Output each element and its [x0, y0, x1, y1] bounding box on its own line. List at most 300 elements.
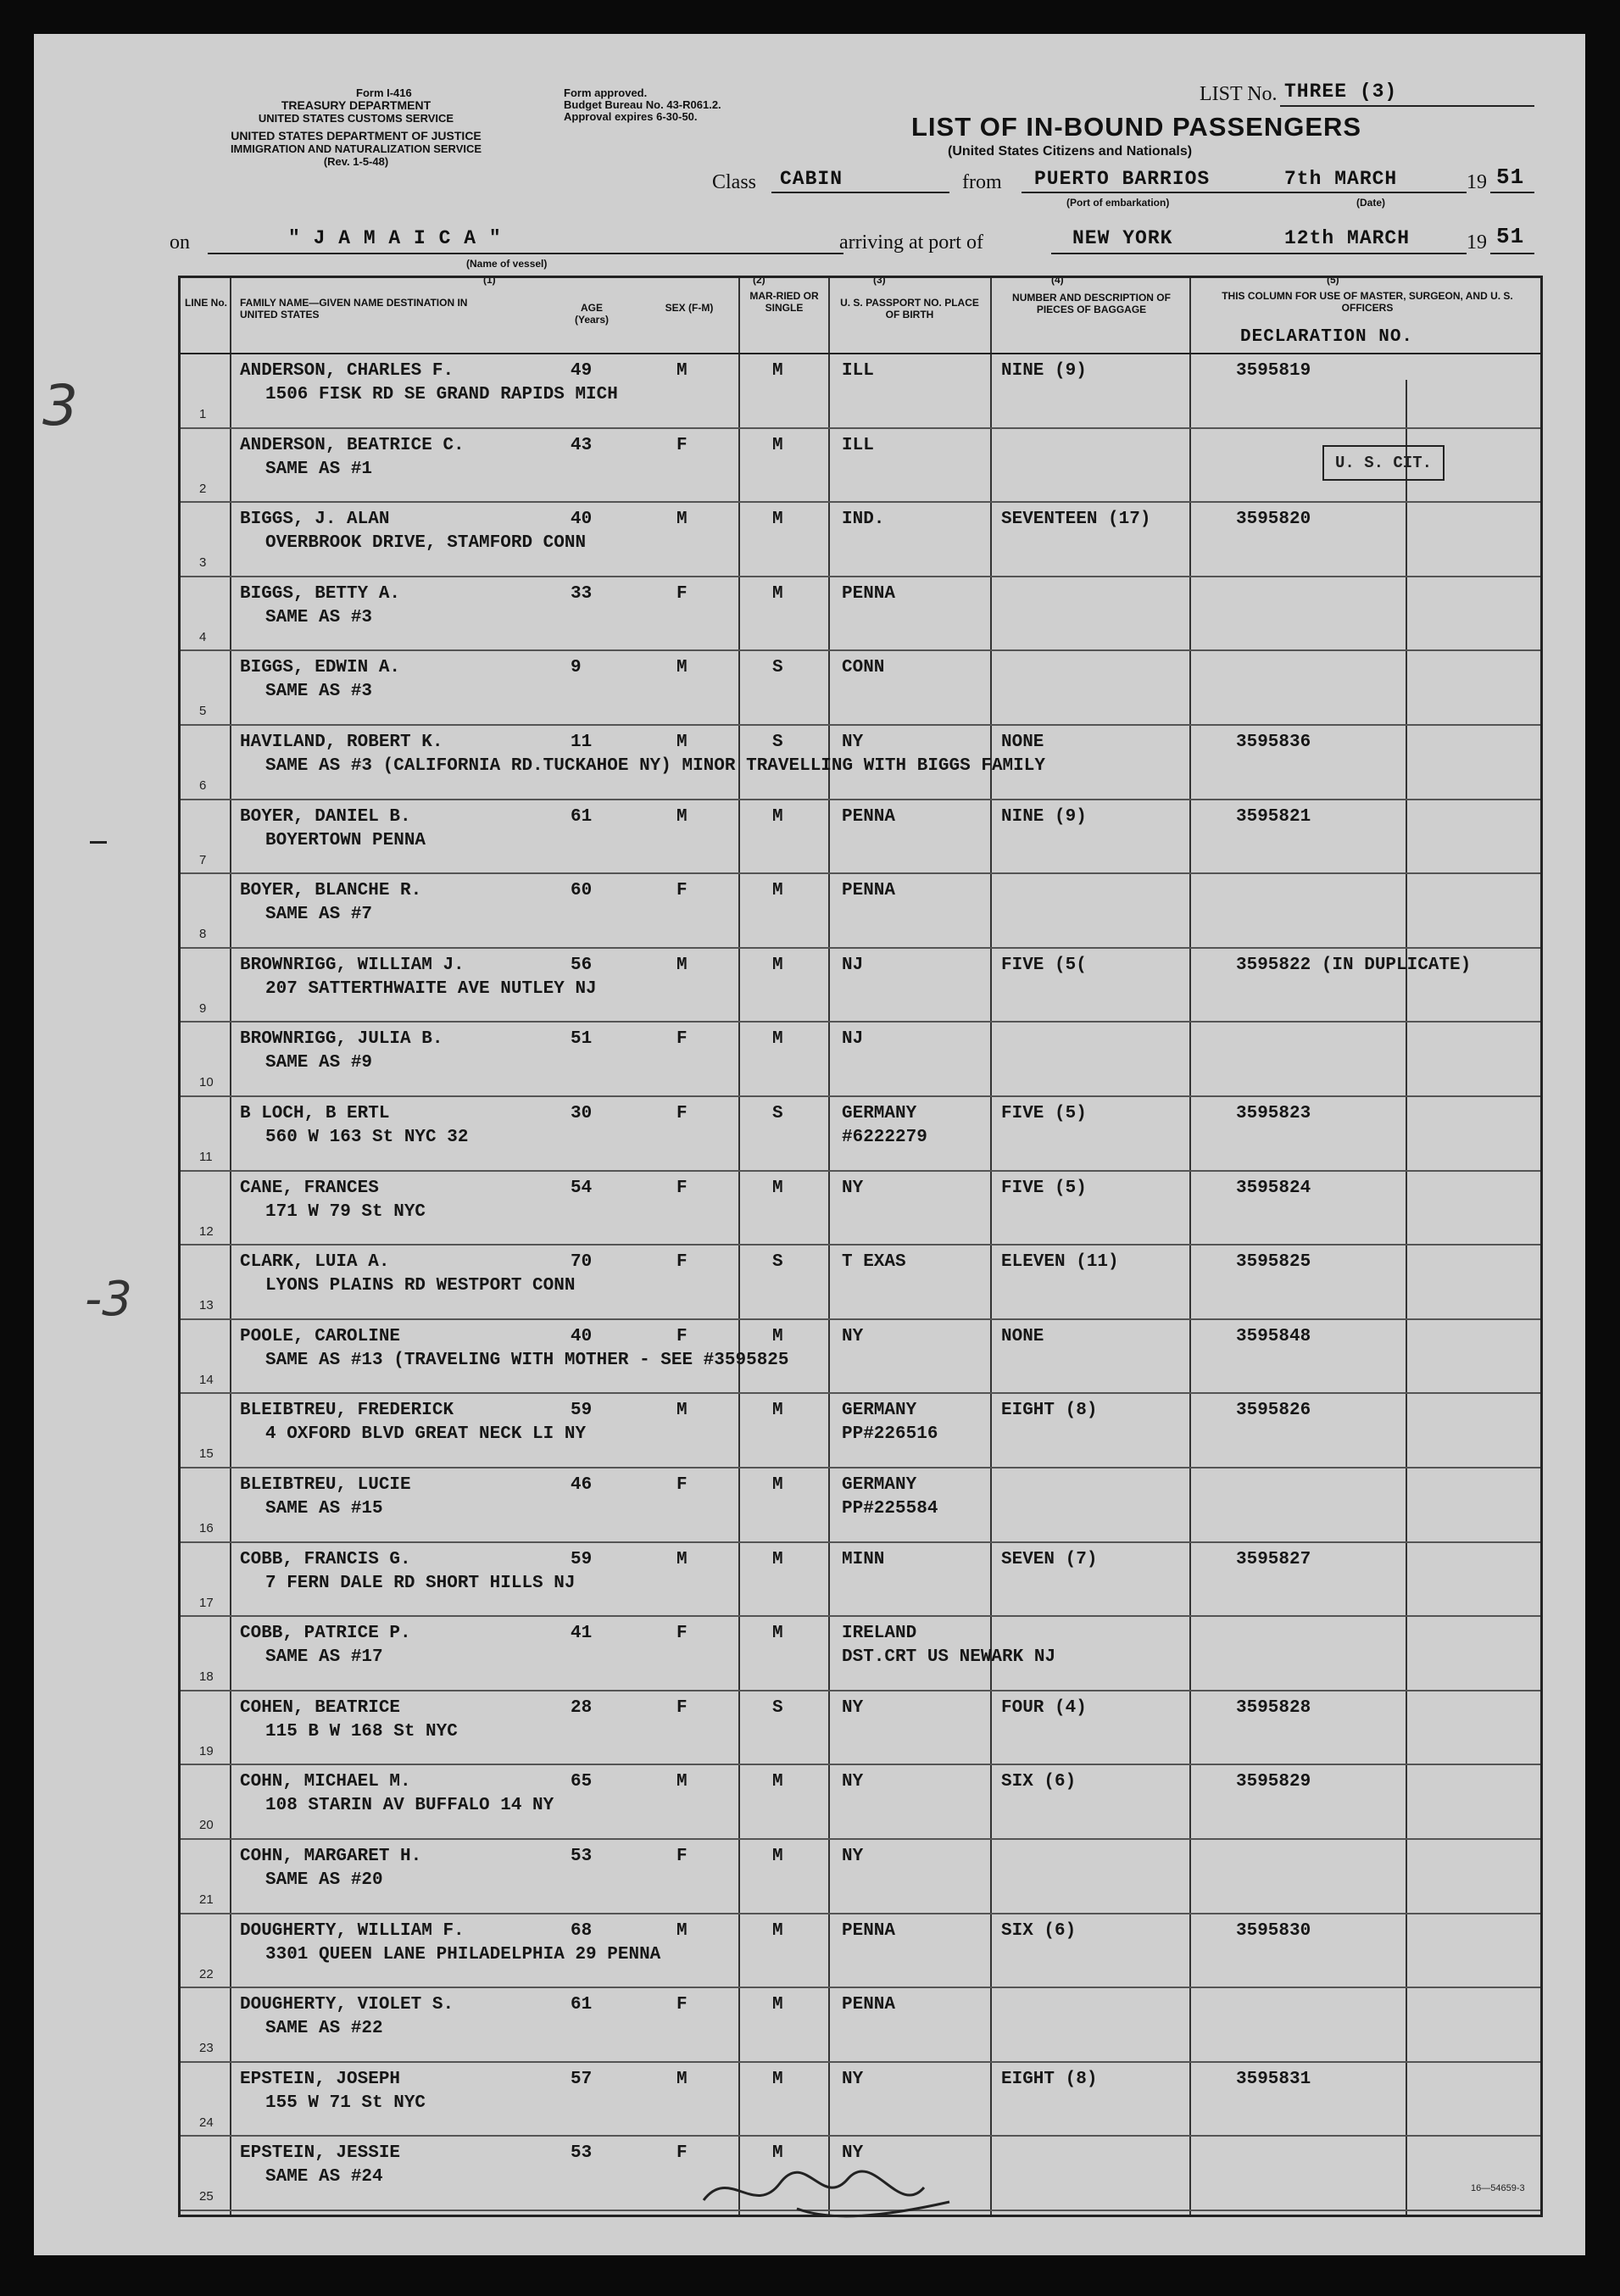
- arrival-port: NEW YORK: [1072, 227, 1173, 249]
- passenger-age: 41: [571, 1624, 593, 1644]
- marital-status: S: [772, 658, 783, 678]
- line-number: 24: [199, 2115, 214, 2130]
- passenger-age: 49: [571, 361, 593, 381]
- passenger-sex: M: [676, 2069, 688, 2089]
- marital-status: M: [772, 1326, 783, 1346]
- year-underline: [1490, 192, 1534, 193]
- passenger-age: 40: [571, 510, 593, 530]
- passenger-name: COHEN, BEATRICE: [240, 1697, 401, 1718]
- marital-status: M: [772, 806, 783, 827]
- passenger-sex: F: [676, 2143, 688, 2164]
- col-header-sex: SEX (F-M): [665, 302, 714, 314]
- from-underline: [1022, 192, 1280, 193]
- line-number: 1: [199, 407, 207, 421]
- form-footer-number: 16—54659-3: [1471, 2183, 1525, 2193]
- passenger-name: BLEIBTREU, FREDERICK: [240, 1401, 454, 1421]
- date-underline: [1280, 192, 1467, 193]
- passenger-name: COBB, FRANCIS G.: [240, 1549, 411, 1569]
- passenger-sex: M: [676, 955, 688, 975]
- baggage-description: FIVE (5): [1001, 1178, 1087, 1198]
- passenger-name: EPSTEIN, JOSEPH: [240, 2069, 401, 2089]
- approval-line-1: Form approved.: [564, 86, 648, 99]
- line-number: 5: [199, 704, 207, 719]
- margin-mark: -3: [85, 1272, 132, 1327]
- passenger-name: BROWNRIGG, WILLIAM J.: [240, 955, 465, 975]
- place-of-birth: IND.: [842, 510, 885, 530]
- passenger-name: BIGGS, EDWIN A.: [240, 658, 401, 678]
- line-number: 18: [199, 1669, 214, 1685]
- passenger-name: COHN, MICHAEL M.: [240, 1772, 411, 1792]
- manifest-page: [34, 34, 1585, 2255]
- col-number-5: (5): [1327, 274, 1339, 286]
- line-number: 17: [199, 1595, 214, 1610]
- passenger-destination: SAME AS #3: [265, 607, 373, 627]
- declaration-number: 3595819: [1236, 361, 1311, 381]
- line-number: 3: [199, 555, 207, 571]
- row-divider: [181, 2135, 1540, 2137]
- col-divider: [738, 278, 740, 2215]
- line-number: 6: [199, 778, 207, 793]
- passenger-name: CANE, FRANCES: [240, 1178, 379, 1198]
- passenger-age: 33: [571, 583, 593, 604]
- passenger-name: DOUGHERTY, VIOLET S.: [240, 1995, 454, 2015]
- row-divider: [181, 1318, 1540, 1320]
- declaration-number: 3595831: [1236, 2069, 1311, 2089]
- place-of-birth: ILL: [842, 435, 874, 455]
- form-number: Form I-416: [356, 86, 412, 99]
- arrival-date-underline: [1280, 253, 1467, 254]
- marital-status: M: [772, 1401, 783, 1421]
- passenger-destination: SAME AS #24: [265, 2167, 383, 2187]
- approval-line-3: Approval expires 6-30-50.: [564, 110, 698, 123]
- place-of-birth: ILL: [842, 361, 874, 381]
- col-header-line: LINE No.: [185, 297, 227, 309]
- passenger-destination: 3301 QUEEN LANE PHILADELPHIA 29 PENNA: [265, 1944, 661, 1964]
- list-no-underline: [1280, 105, 1534, 107]
- declaration-number: 3595823: [1236, 1104, 1311, 1123]
- baggage-description: NINE (9): [1001, 806, 1087, 827]
- passenger-age: 61: [571, 1995, 593, 2015]
- row-divider: [181, 1690, 1540, 1691]
- line-number: 20: [199, 1818, 214, 1833]
- passenger-destination: SAME AS #9: [265, 1053, 373, 1073]
- arrival-year-underline: [1490, 253, 1534, 254]
- passenger-sex: F: [676, 1624, 688, 1644]
- row-divider: [181, 427, 1540, 429]
- line-number: 12: [199, 1223, 214, 1239]
- vessel-underline: [208, 253, 843, 254]
- declaration-number: 3595824: [1236, 1178, 1311, 1198]
- marital-status: M: [772, 1549, 783, 1569]
- marital-status: S: [772, 733, 783, 752]
- baggage-description: NINE (9): [1001, 361, 1087, 381]
- revision: (Rev. 1-5-48): [323, 155, 389, 168]
- treasury-dept: TREASURY DEPARTMENT: [281, 98, 431, 112]
- declaration-number: 3595848: [1236, 1326, 1311, 1346]
- row-divider: [181, 1021, 1540, 1023]
- passenger-destination: SAME AS #1: [265, 459, 373, 479]
- place-of-birth: NJ: [842, 1029, 864, 1050]
- baggage-description: SIX (6): [1001, 1920, 1077, 1941]
- passenger-name: EPSTEIN, JESSIE: [240, 2143, 401, 2164]
- passenger-destination: OVERBROOK DRIVE, STAMFORD CONN: [265, 533, 587, 554]
- passenger-age: 43: [571, 435, 593, 455]
- from-label: from: [962, 171, 1002, 193]
- passenger-name: COHN, MARGARET H.: [240, 1847, 422, 1866]
- marital-status: S: [772, 1697, 783, 1718]
- passenger-age: 59: [571, 1549, 593, 1569]
- row-divider: [181, 1838, 1540, 1840]
- passenger-destination: SAME AS #20: [265, 1870, 383, 1890]
- marital-status: M: [772, 583, 783, 604]
- row-divider: [181, 1764, 1540, 1765]
- passenger-age: 46: [571, 1475, 593, 1495]
- passenger-name: B LOCH, B ERTL: [240, 1104, 390, 1123]
- passenger-sex: F: [676, 1475, 688, 1495]
- passenger-age: 60: [571, 881, 593, 901]
- line-number: 4: [199, 629, 207, 644]
- place-of-birth: NY: [842, 1847, 864, 1866]
- baggage-description: FOUR (4): [1001, 1697, 1087, 1718]
- passenger-name: ANDERSON, BEATRICE C.: [240, 435, 465, 455]
- marital-status: M: [772, 881, 783, 901]
- passenger-name: BIGGS, J. ALAN: [240, 510, 390, 530]
- col-header-officers: THIS COLUMN FOR USE OF MASTER, SURGEON, AND U. S. OFFICERS: [1222, 290, 1513, 314]
- place-of-birth: CONN: [842, 658, 885, 678]
- declaration-number: 3595836: [1236, 733, 1311, 752]
- year-prefix: 19: [1467, 171, 1487, 193]
- place-of-birth: MINN: [842, 1549, 885, 1569]
- row-divider: [181, 1095, 1540, 1097]
- declaration-number: 3595828: [1236, 1697, 1311, 1718]
- passport-number: DST.CRT US NEWARK NJ: [842, 1647, 1056, 1668]
- marital-status: M: [772, 1847, 783, 1866]
- baggage-description: NONE: [1001, 1326, 1044, 1346]
- passenger-age: 53: [571, 2143, 593, 2164]
- passenger-destination: 7 FERN DALE RD SHORT HILLS NJ: [265, 1573, 576, 1593]
- passenger-destination: BOYERTOWN PENNA: [265, 830, 426, 850]
- place-of-birth: NY: [842, 1772, 864, 1792]
- line-number: 21: [199, 1892, 214, 1907]
- arrival-port-underline: [1051, 253, 1280, 254]
- marital-status: M: [772, 361, 783, 381]
- passenger-age: 28: [571, 1697, 593, 1718]
- passenger-table: [178, 276, 1543, 2217]
- passenger-name: BROWNRIGG, JULIA B.: [240, 1029, 443, 1050]
- marital-status: M: [772, 1029, 783, 1050]
- declaration-number: 3595822 (IN DUPLICATE): [1236, 955, 1472, 975]
- col-divider: [990, 278, 992, 2215]
- passenger-sex: M: [676, 658, 688, 678]
- place-of-birth: NY: [842, 1697, 864, 1718]
- place-of-birth: NY: [842, 2069, 864, 2089]
- vessel-name: " J A M A I C A ": [288, 227, 502, 249]
- place-of-birth: PENNA: [842, 1920, 896, 1941]
- passenger-name: BIGGS, BETTY A.: [240, 583, 401, 604]
- immigration-service: IMMIGRATION AND NATURALIZATION SERVICE: [230, 142, 482, 155]
- baggage-description: FIVE (5): [1001, 1104, 1087, 1123]
- col-header-age: AGE (Years): [574, 302, 610, 326]
- row-divider: [181, 501, 1540, 503]
- passenger-sex: F: [676, 1995, 688, 2015]
- passport-number: PP#226516: [842, 1424, 938, 1445]
- col-header-married: MAR-RIED OR SINGLE: [749, 290, 819, 314]
- passenger-destination: 171 W 79 St NYC: [265, 1201, 426, 1222]
- passenger-destination: SAME AS #3 (CALIFORNIA RD.TUCKAHOE NY) MINOR TRAVELLING WITH BIGGS FAMILY: [265, 756, 1045, 776]
- place-of-birth: NY: [842, 1178, 864, 1198]
- baggage-description: ELEVEN (11): [1001, 1252, 1119, 1273]
- passenger-name: POOLE, CAROLINE: [240, 1326, 401, 1346]
- declaration-number: 3595821: [1236, 806, 1311, 827]
- passenger-destination: SAME AS #7: [265, 905, 373, 925]
- passenger-destination: 207 SATTERTHWAITE AVE NUTLEY NJ: [265, 978, 597, 999]
- row-divider: [181, 1170, 1540, 1172]
- place-of-birth: NY: [842, 733, 864, 752]
- passenger-destination: LYONS PLAINS RD WESTPORT CONN: [265, 1276, 576, 1296]
- place-of-birth: GERMANY: [842, 1104, 917, 1123]
- baggage-description: NONE: [1001, 733, 1044, 752]
- margin-mark: 3: [42, 373, 78, 438]
- baggage-description: SEVENTEEN (17): [1001, 510, 1151, 530]
- approval-line-2: Budget Bureau No. 43-R061.2.: [564, 98, 721, 111]
- passenger-destination: SAME AS #13 (TRAVELING WITH MOTHER - SEE #3595825: [265, 1350, 789, 1370]
- baggage-description: SEVEN (7): [1001, 1549, 1098, 1569]
- col-divider: [828, 278, 830, 2215]
- col-number-4: (4): [1051, 274, 1064, 286]
- passenger-age: 65: [571, 1772, 593, 1792]
- passenger-age: 53: [571, 1847, 593, 1866]
- passenger-sex: F: [676, 583, 688, 604]
- passenger-sex: M: [676, 361, 688, 381]
- passenger-destination: 560 W 163 St NYC 32: [265, 1128, 469, 1147]
- marital-status: S: [772, 1252, 783, 1273]
- col-number-1: (1): [483, 274, 496, 286]
- passenger-sex: F: [676, 435, 688, 455]
- passenger-name: ANDERSON, CHARLES F.: [240, 361, 454, 381]
- row-divider: [181, 1913, 1540, 1914]
- declaration-number: 3595829: [1236, 1772, 1311, 1792]
- passenger-sex: F: [676, 1178, 688, 1198]
- justice-dept: UNITED STATES DEPARTMENT OF JUSTICE: [231, 129, 482, 142]
- place-of-birth: PENNA: [842, 881, 896, 901]
- passenger-sex: F: [676, 1326, 688, 1346]
- place-of-birth: GERMANY: [842, 1475, 917, 1495]
- class-label: Class: [712, 171, 757, 193]
- line-number: 25: [199, 2189, 214, 2204]
- passenger-age: 59: [571, 1401, 593, 1421]
- passenger-name: COBB, PATRICE P.: [240, 1624, 411, 1644]
- passenger-sex: F: [676, 1697, 688, 1718]
- passenger-sex: M: [676, 733, 688, 752]
- row-divider: [181, 1987, 1540, 1988]
- port-caption: (Port of embarkation): [1066, 197, 1170, 209]
- passenger-name: BOYER, BLANCHE R.: [240, 881, 422, 901]
- signature-scribble: [695, 2149, 983, 2226]
- passenger-age: 30: [571, 1104, 593, 1123]
- row-divider: [181, 1392, 1540, 1394]
- customs-service: UNITED STATES CUSTOMS SERVICE: [258, 112, 454, 125]
- marital-status: M: [772, 1178, 783, 1198]
- row-divider: [181, 649, 1540, 651]
- declaration-number: 3595825: [1236, 1252, 1311, 1273]
- row-divider: [181, 1244, 1540, 1246]
- passenger-destination: SAME AS #15: [265, 1499, 383, 1519]
- line-number: 13: [199, 1298, 214, 1313]
- line-number: 15: [199, 1446, 214, 1462]
- row-divider: [181, 576, 1540, 577]
- col-header-declaration: DECLARATION NO.: [1240, 327, 1414, 347]
- col-divider: [230, 278, 231, 2215]
- place-of-birth: NY: [842, 2143, 864, 2164]
- place-of-birth: PENNA: [842, 806, 896, 827]
- passenger-age: 57: [571, 2069, 593, 2089]
- date-caption: (Date): [1356, 197, 1386, 209]
- place-of-birth: NY: [842, 1326, 864, 1346]
- departure-year: 51: [1496, 164, 1525, 190]
- passenger-name: BLEIBTREU, LUCIE: [240, 1475, 411, 1495]
- col-header-name: FAMILY NAME—GIVEN NAME DESTINATION IN UNITED STATES: [240, 297, 468, 320]
- vessel-caption: (Name of vessel): [466, 258, 548, 270]
- class-underline: [771, 192, 949, 193]
- passenger-destination: 155 W 71 St NYC: [265, 2093, 426, 2113]
- passenger-destination: SAME AS #17: [265, 1647, 383, 1668]
- baggage-description: SIX (6): [1001, 1772, 1077, 1792]
- declaration-number: 3595820: [1236, 510, 1311, 530]
- line-number: 14: [199, 1372, 214, 1387]
- passenger-sex: F: [676, 1847, 688, 1866]
- arriving-label: arriving at port of: [839, 231, 983, 254]
- passenger-destination: SAME AS #22: [265, 2019, 383, 2039]
- line-number: 16: [199, 1521, 214, 1535]
- row-divider: [181, 872, 1540, 874]
- marital-status: M: [772, 1624, 783, 1644]
- passenger-name: DOUGHERTY, WILLIAM F.: [240, 1920, 465, 1941]
- passenger-age: 11: [571, 733, 593, 752]
- passenger-destination: 4 OXFORD BLVD GREAT NECK LI NY: [265, 1424, 587, 1445]
- page-title: LIST OF IN-BOUND PASSENGERS: [911, 112, 1362, 142]
- passenger-destination: SAME AS #3: [265, 682, 373, 702]
- passenger-age: 40: [571, 1326, 593, 1346]
- list-no-label: LIST No.: [1200, 83, 1278, 105]
- passenger-age: 61: [571, 806, 593, 827]
- passenger-destination: 115 B W 168 St NYC: [265, 1721, 458, 1742]
- line-number: 9: [199, 1000, 207, 1016]
- officers-column-line: [1406, 380, 1407, 2215]
- passenger-age: 56: [571, 955, 593, 975]
- passenger-sex: M: [676, 1772, 688, 1792]
- passenger-name: CLARK, LUIA A.: [240, 1252, 390, 1273]
- passenger-sex: F: [676, 881, 688, 901]
- passenger-sex: M: [676, 806, 688, 827]
- passenger-destination: 1506 FISK RD SE GRAND RAPIDS MICH: [265, 385, 618, 404]
- place-of-birth: GERMANY: [842, 1401, 917, 1421]
- declaration-number: 3595827: [1236, 1549, 1311, 1569]
- col-divider: [1189, 278, 1191, 2215]
- passenger-destination: 108 STARIN AV BUFFALO 14 NY: [265, 1796, 554, 1816]
- baggage-description: FIVE (5(: [1001, 955, 1087, 975]
- passenger-age: 70: [571, 1252, 593, 1273]
- place-of-birth: NJ: [842, 955, 864, 975]
- passport-number: #6222279: [842, 1128, 927, 1147]
- place-of-birth: T EXAS: [842, 1252, 906, 1273]
- line-number: 19: [199, 1743, 214, 1758]
- passenger-sex: M: [676, 1549, 688, 1569]
- marital-status: M: [772, 1772, 783, 1792]
- place-of-birth: PENNA: [842, 583, 896, 604]
- marital-status: M: [772, 435, 783, 455]
- row-divider: [181, 799, 1540, 800]
- marital-status: M: [772, 2143, 783, 2164]
- line-number: 7: [199, 852, 207, 867]
- passport-number: PP#225584: [842, 1499, 938, 1519]
- line-number: 10: [199, 1075, 214, 1090]
- col-number-2: (2): [753, 274, 765, 286]
- marital-status: M: [772, 510, 783, 530]
- row-divider: [181, 947, 1540, 949]
- marital-status: M: [772, 1475, 783, 1495]
- arrival-year: 51: [1496, 224, 1525, 249]
- line-number: 8: [199, 927, 207, 942]
- departure-date: 7th MARCH: [1284, 168, 1398, 190]
- baggage-description: EIGHT (8): [1001, 1401, 1098, 1421]
- passenger-name: BOYER, DANIEL B.: [240, 806, 411, 827]
- passenger-age: 9: [571, 658, 582, 678]
- col-number-3: (3): [873, 274, 886, 286]
- passenger-sex: M: [676, 1920, 688, 1941]
- class-value: CABIN: [780, 168, 843, 190]
- passenger-name: HAVILAND, ROBERT K.: [240, 733, 443, 752]
- header-divider: [181, 353, 1540, 354]
- passenger-sex: M: [676, 510, 688, 530]
- col-header-passport: U. S. PASSPORT NO. PLACE OF BIRTH: [840, 297, 979, 320]
- place-of-birth: IRELAND: [842, 1624, 917, 1644]
- declaration-number: 3595830: [1236, 1920, 1311, 1941]
- row-divider: [181, 2061, 1540, 2063]
- baggage-description: EIGHT (8): [1001, 2069, 1098, 2089]
- passenger-sex: F: [676, 1029, 688, 1050]
- marital-status: M: [772, 955, 783, 975]
- from-value: PUERTO BARRIOS: [1034, 168, 1211, 190]
- row-divider: [181, 1541, 1540, 1543]
- line-number: 11: [199, 1150, 213, 1164]
- declaration-number: 3595826: [1236, 1401, 1311, 1421]
- col-header-baggage: NUMBER AND DESCRIPTION OF PIECES OF BAGGAGE: [1012, 292, 1171, 315]
- row-divider: [181, 1467, 1540, 1468]
- passenger-age: 54: [571, 1178, 593, 1198]
- us-citizen-stamp: U. S. CIT.: [1322, 445, 1445, 481]
- on-label: on: [170, 231, 190, 254]
- line-number: 22: [199, 1966, 214, 1981]
- marital-status: M: [772, 1920, 783, 1941]
- list-no-value: THREE (3): [1284, 81, 1398, 103]
- row-divider: [181, 1615, 1540, 1617]
- marital-status: S: [772, 1104, 783, 1123]
- row-divider: [181, 724, 1540, 726]
- marital-status: M: [772, 1995, 783, 2015]
- passenger-sex: M: [676, 1401, 688, 1421]
- page-subtitle: (United States Citizens and Nationals): [948, 144, 1193, 159]
- passenger-age: 68: [571, 1920, 593, 1941]
- passenger-sex: F: [676, 1252, 688, 1273]
- year-prefix-2: 19: [1467, 231, 1487, 254]
- line-number: 23: [199, 2041, 214, 2056]
- line-number: 2: [199, 481, 207, 496]
- passenger-age: 51: [571, 1029, 593, 1050]
- margin-dash: [90, 841, 107, 844]
- arrival-date: 12th MARCH: [1284, 227, 1411, 249]
- marital-status: M: [772, 2069, 783, 2089]
- passenger-sex: F: [676, 1104, 688, 1123]
